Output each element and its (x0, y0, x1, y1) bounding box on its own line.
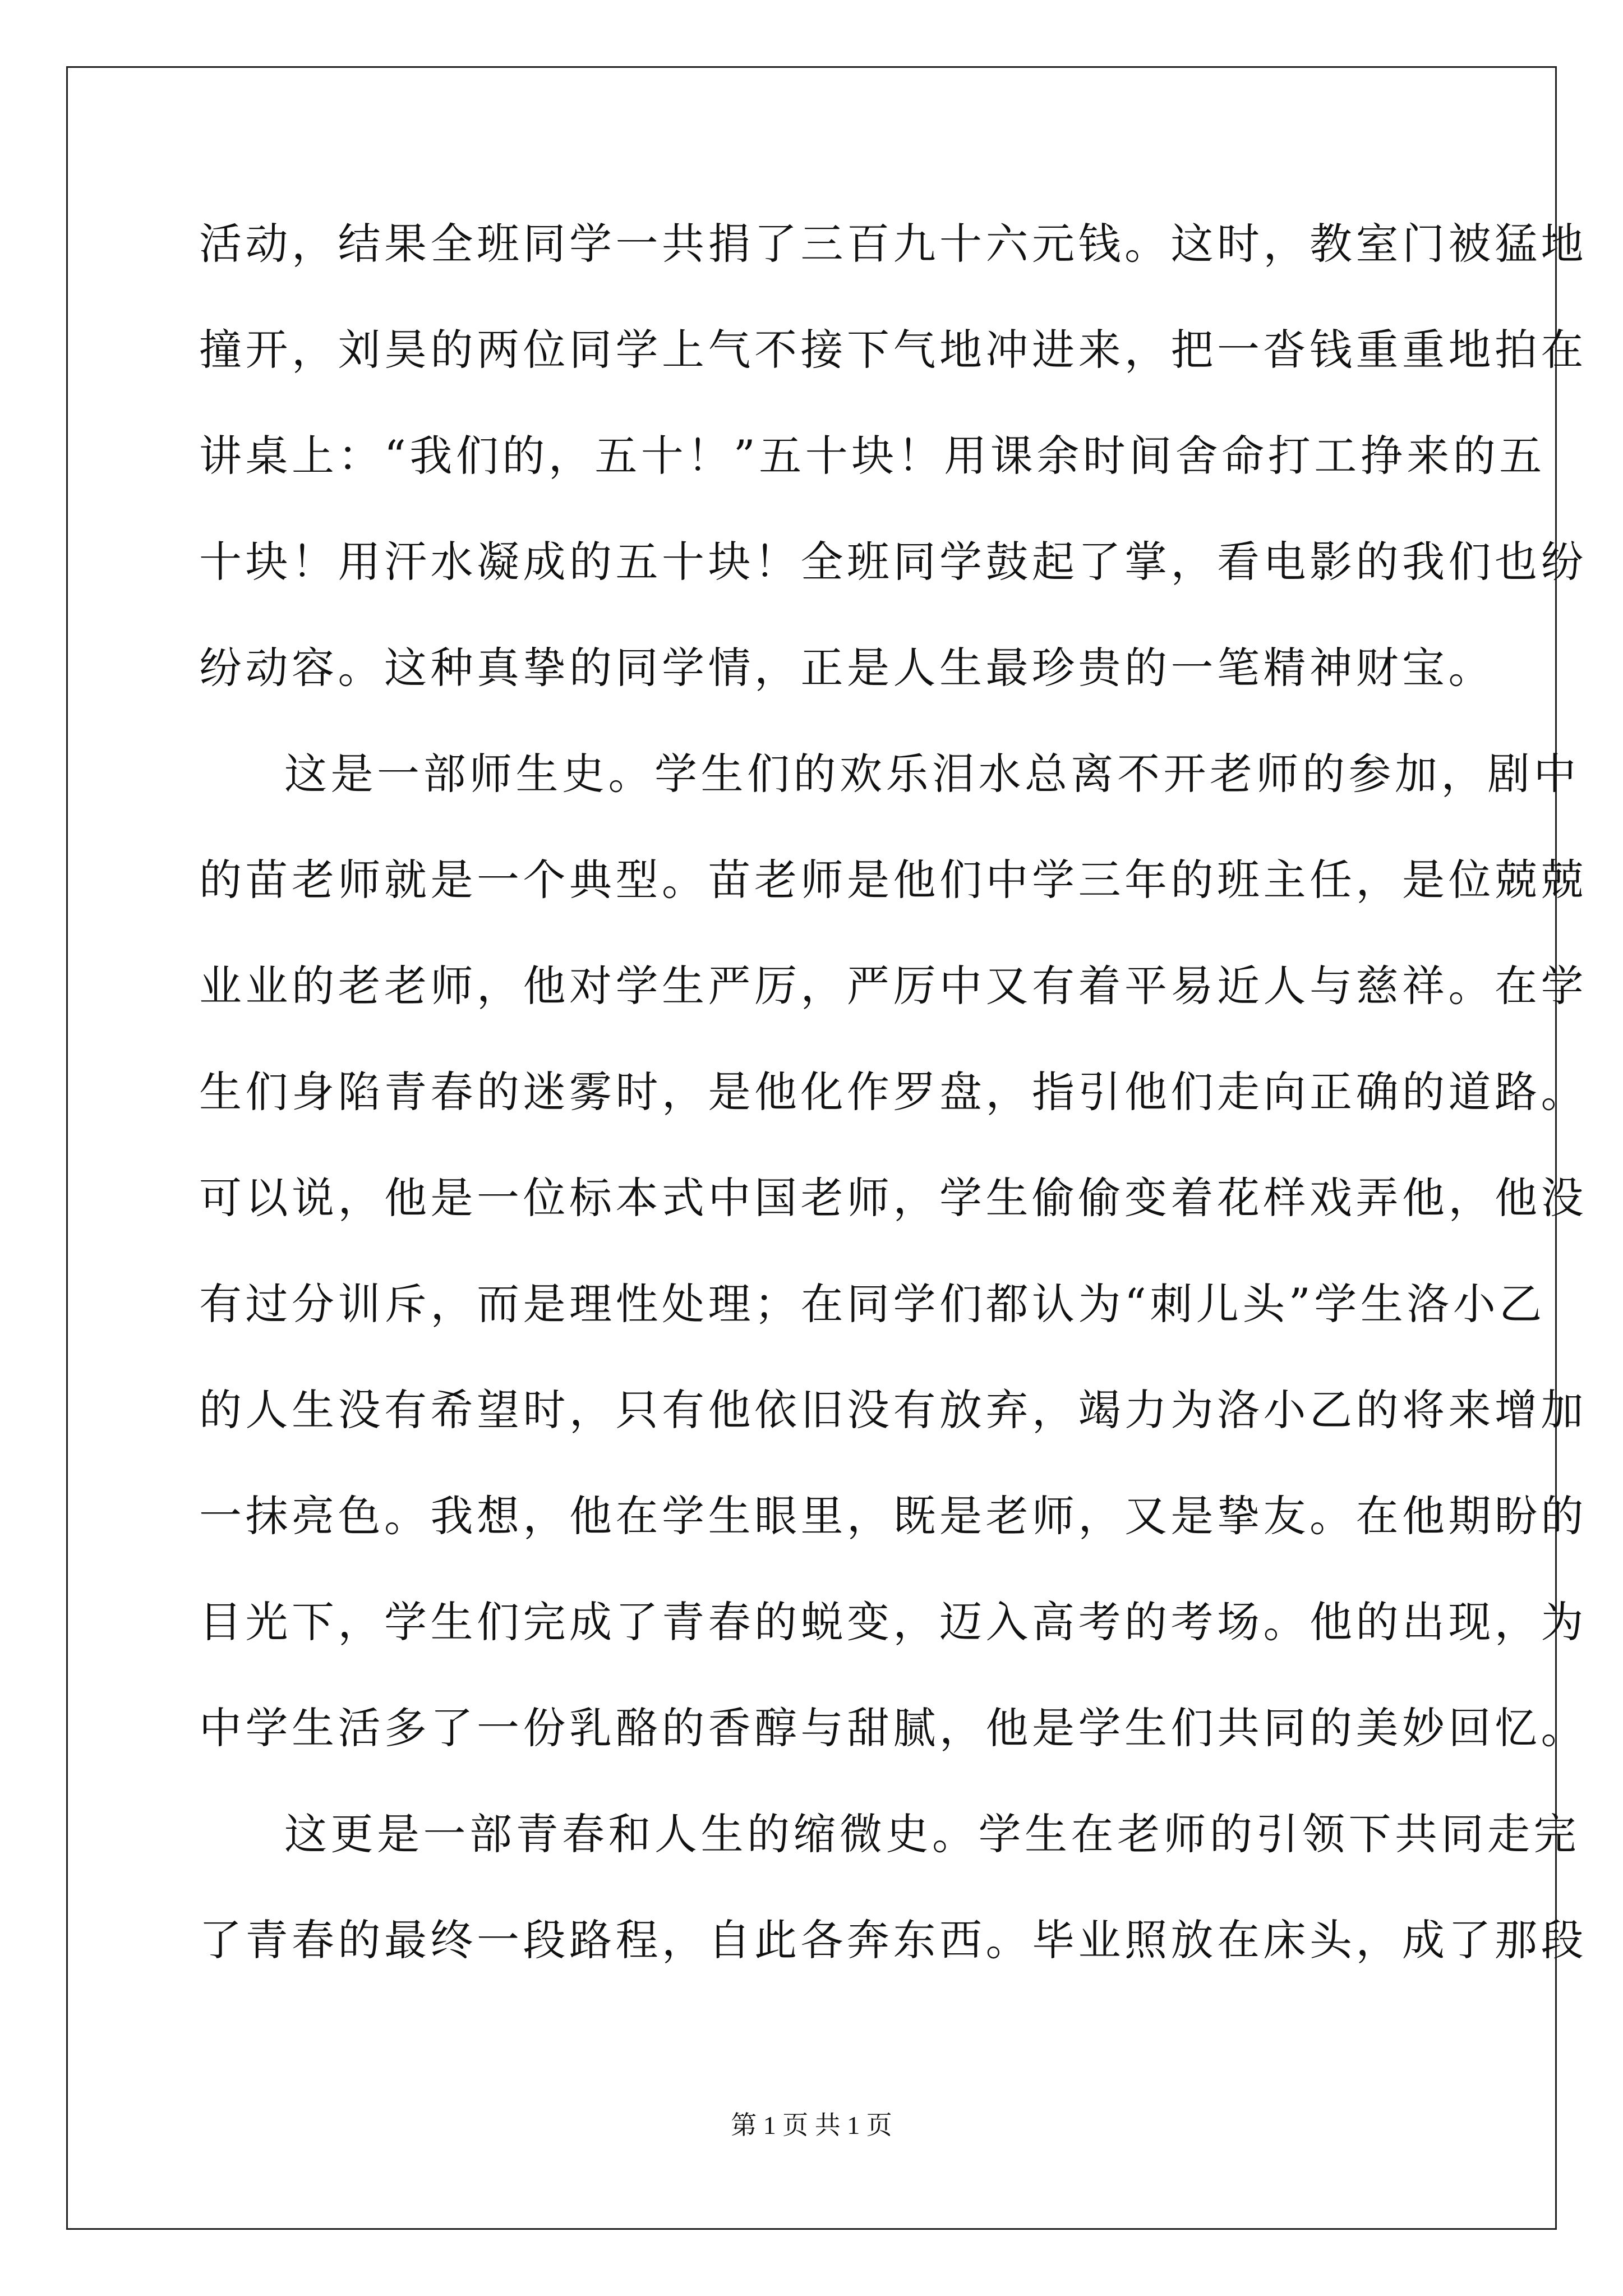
text-line: 生们身陷青春的迷雾时，是他化作罗盘，指引他们走向正确的道路。 (199, 1067, 1587, 1117)
text-line: 的苗老师就是一个典型。苗老师是他们中学三年的班主任，是位兢兢 (199, 855, 1587, 905)
text-line: 了青春的最终一段路程，自此各奔东西。毕业照放在床头，成了那段 (199, 1915, 1587, 1965)
text-line: 可以说，他是一位标本式中国老师，学生偷偷变着花样戏弄他，他没 (199, 1173, 1587, 1223)
text-line: 这是一部师生史。学生们的欢乐泪水总离不开老师的参加，剧中 (284, 749, 1580, 799)
document-body (199, 219, 1587, 2021)
text-line: 讲桌上：“我们的，五十！”五十块！用课余时间舍命打工挣来的五 (199, 431, 1546, 481)
text-line: 撞开，刘昊的两位同学上气不接下气地冲进来，把一沓钱重重地拍在 (199, 325, 1587, 375)
text-line: 的人生没有希望时，只有他依旧没有放弃，竭力为洛小乙的将来增加 (199, 1385, 1587, 1435)
text-line: 纷动容。这种真挚的同学情，正是人生最珍贵的一笔精神财宝。 (199, 643, 1495, 693)
text-line: 目光下，学生们完成了青春的蜕变，迈入高考的考场。他的出现，为 (199, 1597, 1587, 1647)
text-line: 有过分训斥，而是理性处理；在同学们都认为“刺儿头”学生洛小乙 (199, 1279, 1546, 1329)
text-line: 活动，结果全班同学一共捐了三百九十六元钱。这时，教室门被猛地 (199, 219, 1587, 269)
text-line: 这更是一部青春和人生的缩微史。学生在老师的引领下共同走完 (284, 1809, 1580, 1859)
text-line: 十块！用汗水凝成的五十块！全班同学鼓起了掌，看电影的我们也纷 (199, 537, 1587, 587)
text-line: 一抹亮色。我想，他在学生眼里，既是老师，又是挚友。在他期盼的 (199, 1491, 1587, 1541)
text-line: 业业的老老师，他对学生严厉，严厉中又有着平易近人与慈祥。在学 (199, 961, 1587, 1011)
text-line: 中学生活多了一份乳酪的香醇与甜腻，他是学生们共同的美妙回忆。 (199, 1703, 1587, 1753)
page-footer: 第 1 页 共 1 页 (731, 2111, 892, 2139)
